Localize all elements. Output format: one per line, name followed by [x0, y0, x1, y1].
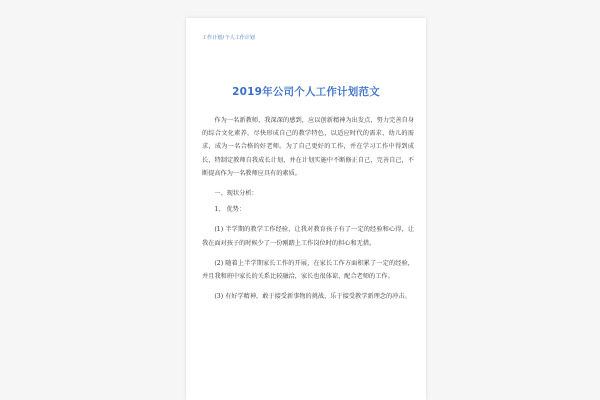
breadcrumb-link-work-plan[interactable]: 工作计划	[202, 35, 223, 41]
intro-paragraph: 作为一名新教师，我深深的感到，应以创新精神为出发点，努力完善自身的综合文化素养，尽快形成自己的教学特色，以适应时代的需求、幼儿的需求，成为一名合格的好老师。为了自己更好的工作，并在学习工作中得到成长，特制定教师自我成长计划，并在计划实施中不断修正自己，完善自己，不断提高作为一名教师应具有的素质。	[202, 117, 414, 177]
breadcrumb-separator: /	[222, 35, 225, 41]
document-title: 2019年公司个人工作计划范文	[232, 86, 380, 98]
breadcrumb	[202, 34, 255, 41]
strength-point-3: (3) 有好学精神，敢于接受新事物的挑战，乐于接受教学新理念的冲击。	[214, 293, 411, 301]
subsection-heading-strengths: 1、 优势：	[214, 206, 246, 214]
section-heading-status-analysis: 一、现状分析：	[214, 190, 258, 198]
breadcrumb-link-personal-work-plan[interactable]: 个人工作计划	[224, 35, 255, 41]
strength-point-2: (2) 随着上半学期家长工作的开展，在家长工作方面积累了一定的经验，并且我和班中家长的关系比较融洽，家长也很体谅、配合老师的工作。	[202, 259, 414, 281]
document-body	[202, 114, 414, 303]
document-page	[186, 18, 426, 400]
strength-point-1: (1) 半学期的教学工作经验，让我对教育孩子有了一定的经验和心得，让我在面对孩子的时候少了一份刚踏上工作岗位时的担心和无措。	[202, 226, 414, 247]
